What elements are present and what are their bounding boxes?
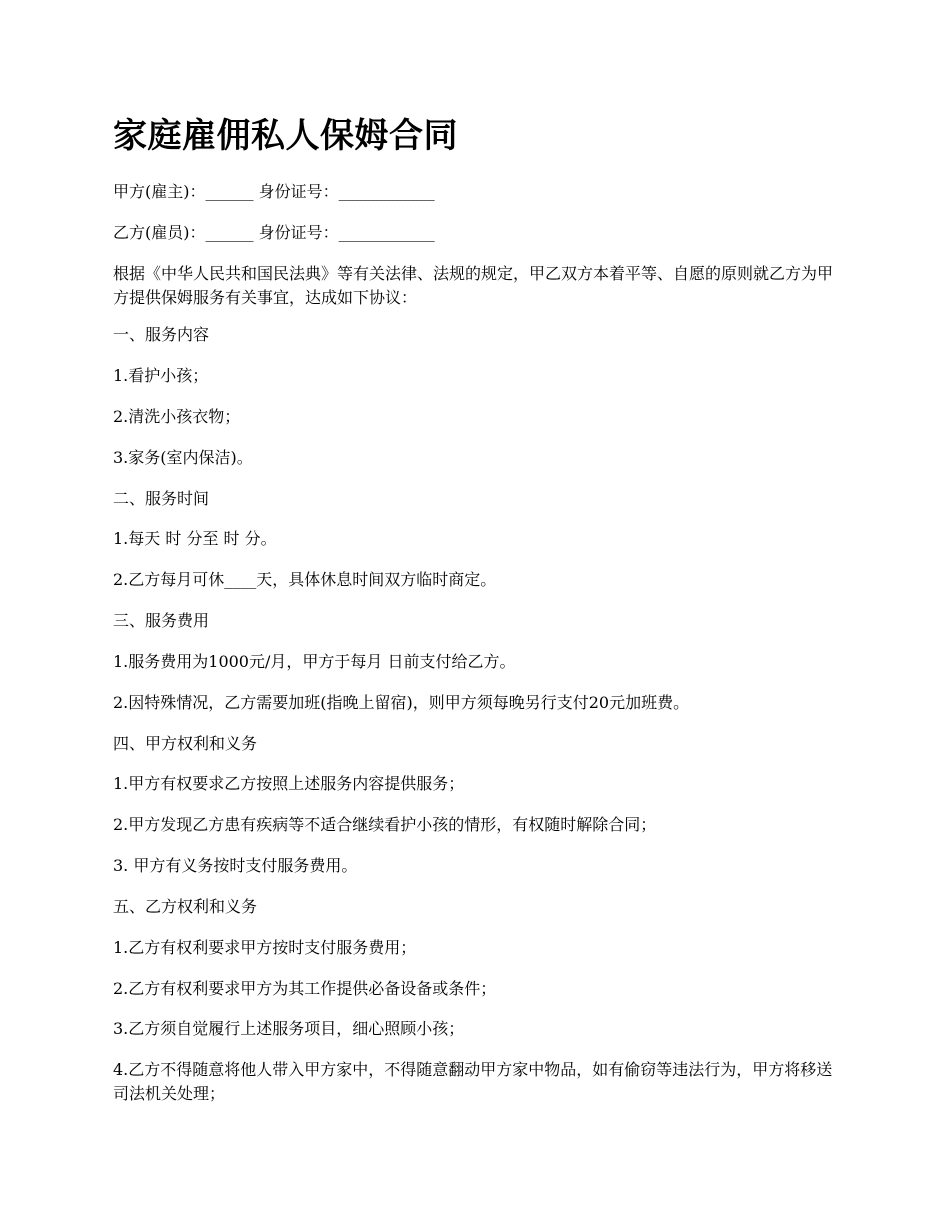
clause-item: 3.家务(室内保洁)。 bbox=[113, 448, 253, 467]
section-heading: 一、服务内容 bbox=[113, 325, 210, 344]
clause-item: 1.甲方有权要求乙方按照上述服务内容提供服务； bbox=[113, 774, 465, 793]
clause-item: 2.清洗小孩衣物； bbox=[113, 407, 241, 426]
section-heading: 二、服务时间 bbox=[113, 489, 210, 508]
clause-item: 1.乙方有权利要求甲方按时支付服务费用； bbox=[113, 938, 417, 957]
clause-item: 2.乙方每月可休____天，具体休息时间双方临时商定。 bbox=[113, 570, 497, 589]
clause-item: 2.因特殊情况，乙方需要加班(指晚上留宿)，则甲方须每晚另行支付20元加班费。 bbox=[113, 693, 690, 712]
clause-item: 1.每天 时 分至 时 分。 bbox=[113, 529, 277, 548]
clause-item: 2.乙方有权利要求甲方为其工作提供必备设备或条件； bbox=[113, 979, 497, 998]
section-heading: 五、乙方权利和义务 bbox=[113, 897, 258, 916]
clause-item: 2.甲方发现乙方患有疾病等不适合继续看护小孩的情形，有权随时解除合同； bbox=[113, 815, 657, 834]
clause-item: 1.服务费用为1000元/月，甲方于每月 日前支付给乙方。 bbox=[113, 652, 516, 671]
clause-item: 1.看护小孩； bbox=[113, 366, 209, 385]
section-heading: 四、甲方权利和义务 bbox=[113, 734, 258, 753]
clause-item: 3. 甲方有义务按时支付服务费用。 bbox=[113, 856, 358, 875]
party-a-line: 甲方(雇主)：______ 身份证号：____________ bbox=[113, 182, 435, 201]
clause-item: 4.乙方不得随意将他人带入甲方家中，不得随意翻动甲方家中物品，如有偷窃等违法行为，甲方将移送司法机关处理； bbox=[113, 1060, 833, 1103]
section-heading: 三、服务费用 bbox=[113, 611, 210, 630]
party-b-line: 乙方(雇员)：______ 身份证号：____________ bbox=[113, 223, 435, 242]
preamble-paragraph: 根据《中华人民共和国民法典》等有关法律、法规的规定，甲乙双方本着平等、自愿的原则就乙方为甲方提供保姆服务有关事宜，达成如下协议： bbox=[113, 264, 834, 307]
clause-item: 3.乙方须自觉履行上述服务项目，细心照顾小孩； bbox=[113, 1019, 465, 1038]
document-title: 家庭雇佣私人保姆合同 bbox=[113, 116, 458, 156]
